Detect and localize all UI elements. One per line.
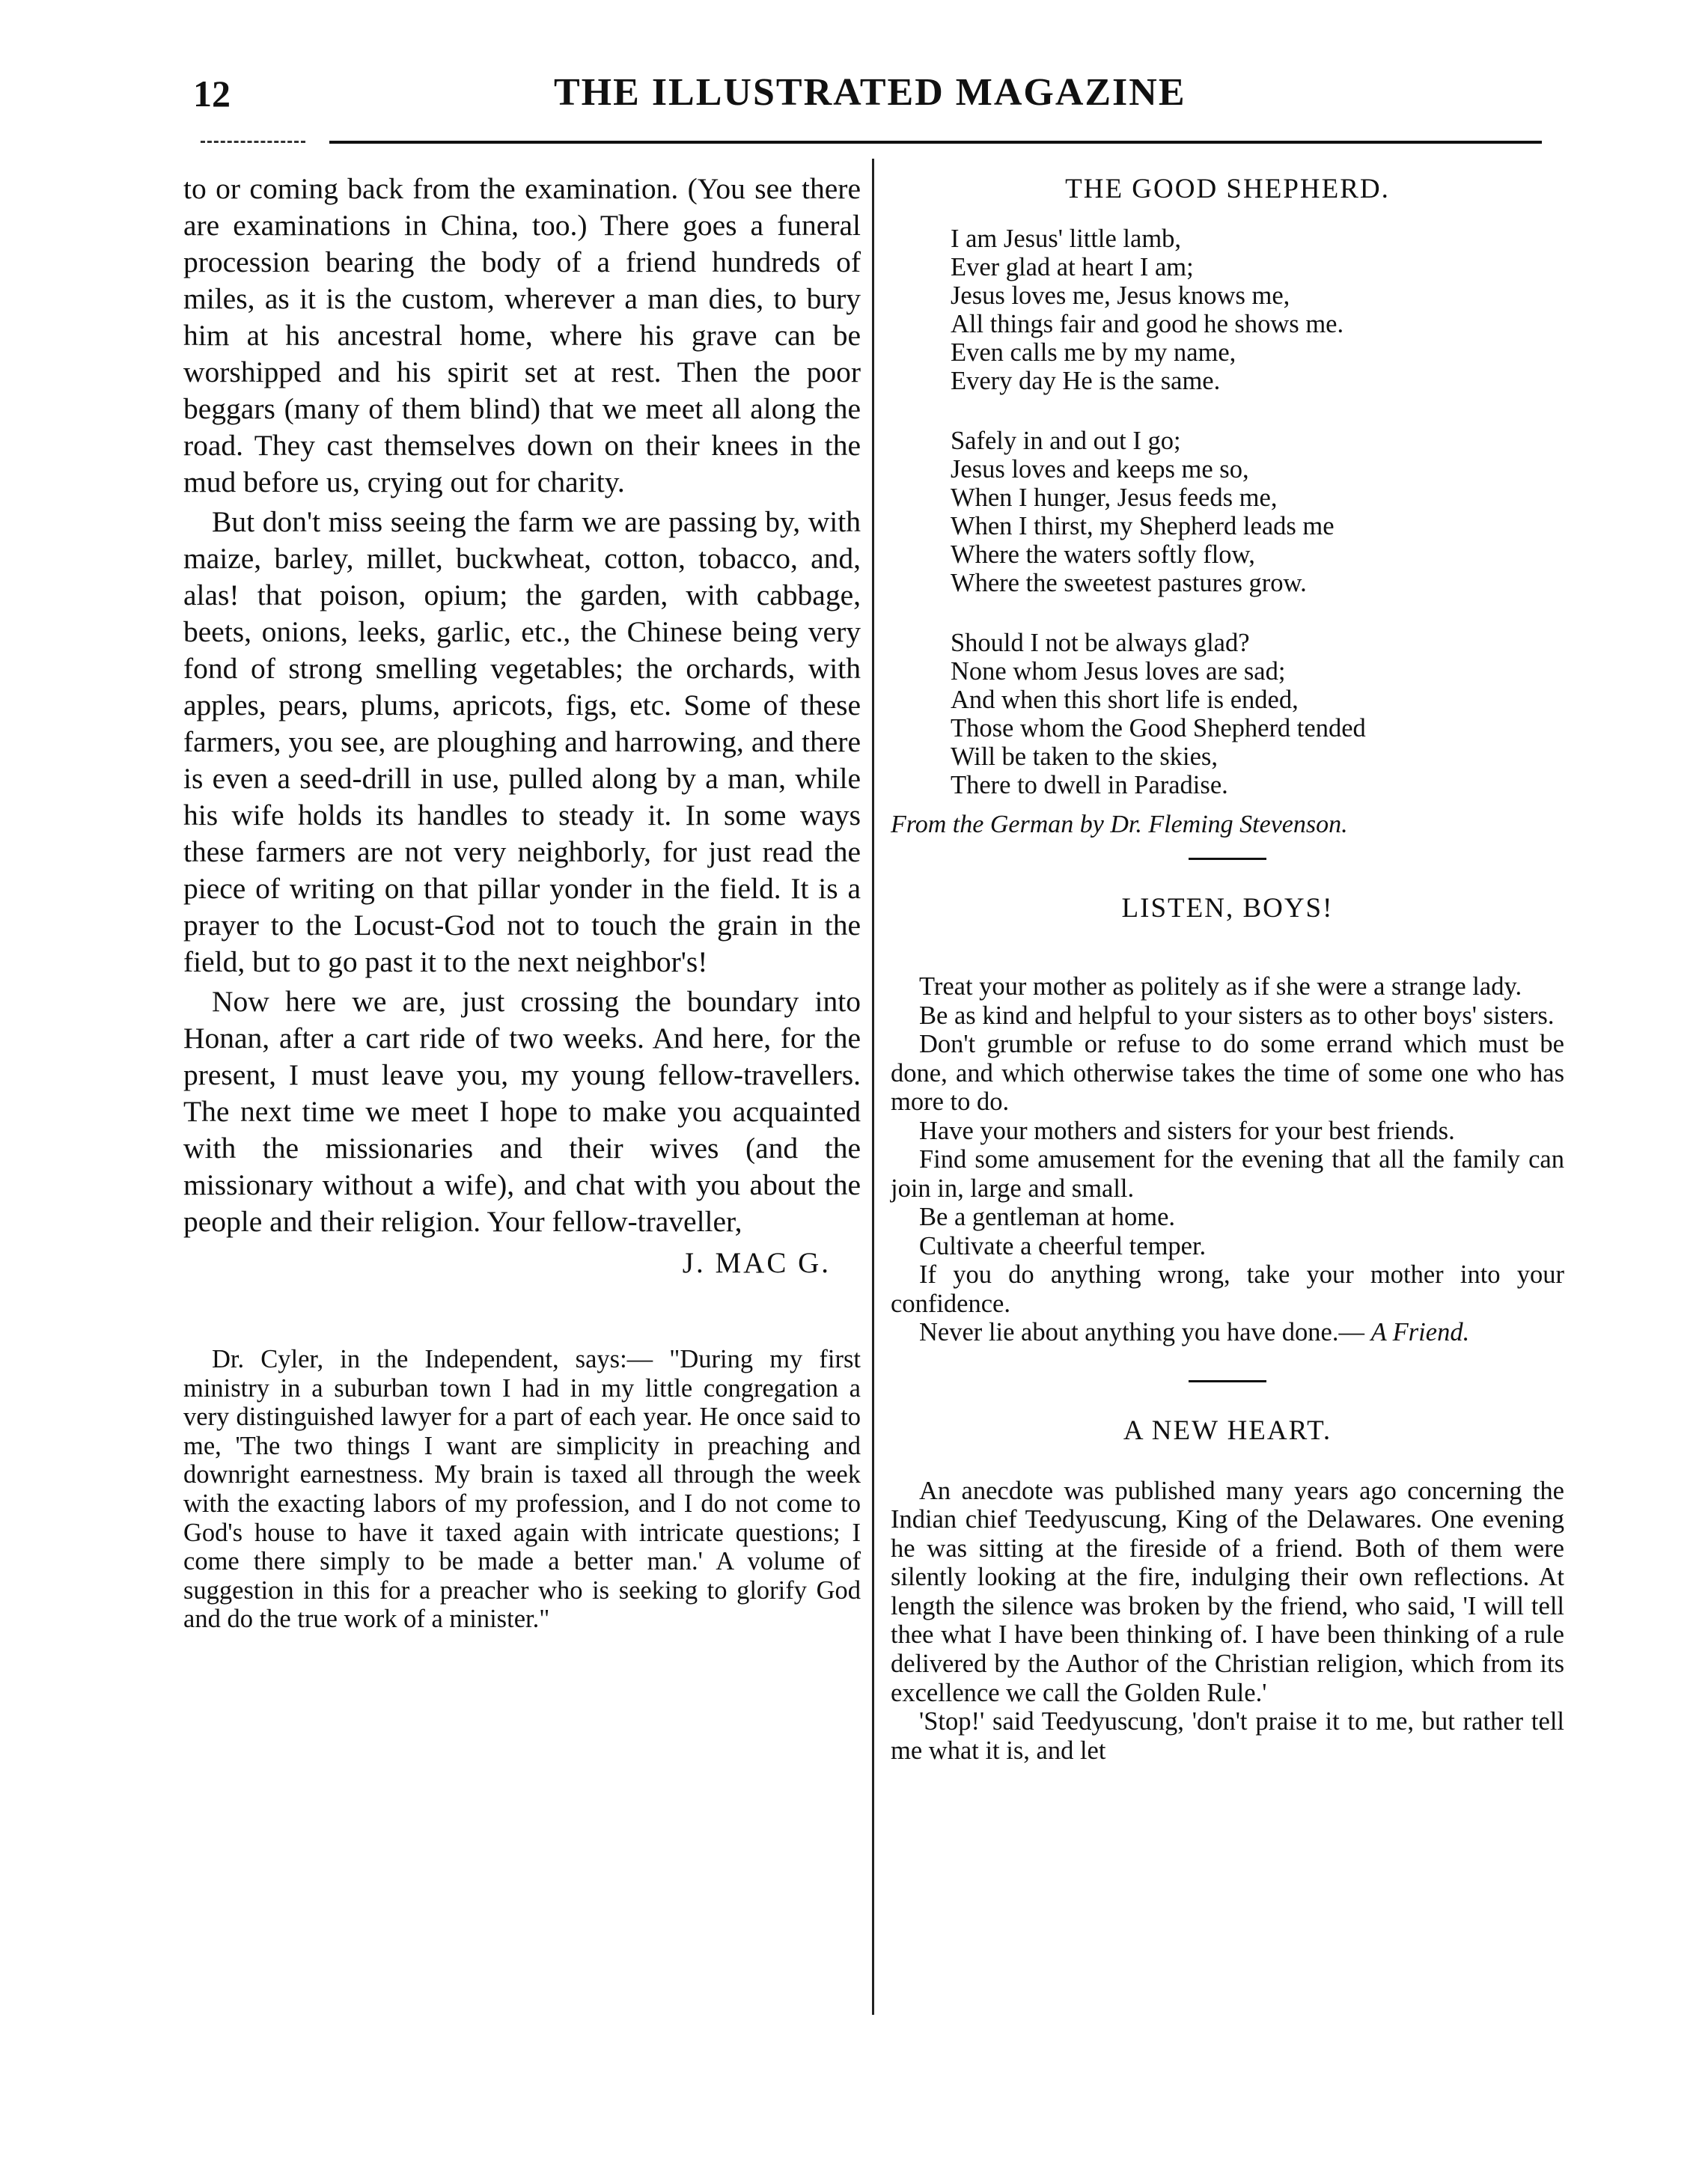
article-paragraph: to or coming back from the examination. (You see there are examinations in China, too.) There goes a funeral procession bearing the body of a friend hundreds of miles, as it is the custom, wherever a man dies, to bury him at his ancestral home, where his grave can be worshipped and his spirit set at rest. Then the poor beggars (many of them blind) that we meet all along the road. They cast themselves down on their knees in the mud before us, crying out for charity. [183, 172, 861, 498]
cyler-quote-block [183, 1345, 861, 1634]
poem-line: When I thirst, my Shepherd leads me [951, 512, 1335, 540]
advice-item: Be a gentleman at home. [919, 1203, 1176, 1231]
listen-boys-section [891, 890, 1564, 1347]
advice-item: Be as kind and helpful to your sisters as to other boys' sisters. [919, 1001, 1555, 1030]
advice-item: Don't grumble or refuse to do some errand which must be done, and which otherwise takes the time of some one who has more to do. [891, 1030, 1564, 1116]
listen-boys-title: LISTEN, BOYS! [1121, 893, 1334, 924]
poem-line: Ever glad at heart I am; [951, 253, 1194, 281]
poem-line: Should I not be always glad? [951, 629, 1250, 657]
poem-line: Where the sweetest pastures grow. [951, 569, 1307, 597]
good-shepherd-poem [891, 171, 1564, 841]
poem-line: Jesus loves and keeps me so, [951, 455, 1249, 483]
poem-line: When I hunger, Jesus feeds me, [951, 483, 1278, 512]
poem-line: Every day He is the same. [951, 367, 1221, 395]
page-number: 12 [193, 73, 231, 115]
poem-line: Where the waters softly flow, [951, 540, 1255, 569]
poem-line: None whom Jesus loves are sad; [951, 657, 1286, 686]
advice-attribution: A Friend. [1370, 1318, 1470, 1346]
travel-article [183, 171, 861, 1282]
poem-line: All things fair and good he shows me. [951, 310, 1344, 338]
cyler-quote: Dr. Cyler, in the Independent, says:— "During my first ministry in a suburban town I had in my little congregation a very distinguished lawyer for a part of each year. He once said to me, 'The two things I want are simplicity in preaching and downright earnestness. My brain is taxed all through the week with the exacting labors of my profession, and I do not come to God's house to have it taxed again with intricate questions; I come there simply to be made a better man.' A volume of suggestion in this for a preacher who is seeking to glorify God and do the true work of a minister." [183, 1345, 861, 1634]
new-heart-paragraph: 'Stop!' said Teedyuscung, 'don't praise it to me, but rather tell me what it is, and let [891, 1707, 1564, 1765]
advice-item: Cultivate a cheerful temper. [919, 1231, 1207, 1260]
header-rule [329, 141, 1542, 144]
spacer [891, 1466, 1564, 1477]
column-divider [872, 159, 874, 2015]
poem-title: THE GOOD SHEPHERD. [1065, 174, 1390, 204]
new-heart-title: A NEW HEART. [1123, 1415, 1332, 1446]
article-signature: J. MAC G. [682, 1247, 831, 1279]
poem-stanza [951, 629, 1564, 799]
advice-item: Treat your mother as politely as if she were a strange lady. [919, 972, 1522, 1001]
left-column [183, 171, 861, 1634]
poem-line: Safely in and out I go; [951, 427, 1181, 455]
poem-line: There to dwell in Paradise. [951, 771, 1228, 799]
running-head-title: THE ILLUSTRATED MAGAZINE [554, 71, 1186, 114]
advice-item [891, 1318, 1564, 1347]
poem-credit: From the German by Dr. Fleming Stevenson. [891, 811, 1348, 838]
poem-line: And when this short life is ended, [951, 686, 1299, 714]
poem-line: Those whom the Good Shepherd tended [951, 714, 1366, 742]
advice-item: Find some amusement for the evening that all the family can join in, large and small. [891, 1145, 1564, 1203]
poem-line: Will be taken to the skies, [951, 742, 1218, 771]
new-heart-paragraph: An anecdote was published many years ago concerning the Indian chief Teedyuscung, King of the Delawares. One evening he was sitting at the fireside of a friend. Both of them were silently looking at the fire, indulging their own reflections. At length the silence was broken by the friend, who said, 'I will tell thee what I have been thinking of. I have been thinking of a rule delivered by the Author of the Christian religion, which from its excellence we call the Golden Rule.' [891, 1476, 1564, 1707]
advice-item-text: Never lie about anything you have done.— [919, 1318, 1364, 1346]
poem-line: I am Jesus' little lamb, [951, 225, 1182, 253]
article-paragraph: Now here we are, just crossing the boundary into Honan, after a cart ride of two weeks. And here, for the present, I must leave you, my young fellow-travellers. The next time we meet I hope to make you acquainted with the missionaries and their wives (and the missionary without a wife), and chat with you about the people and their religion. Your fellow-traveller, [183, 985, 861, 1238]
section-divider [1189, 858, 1266, 860]
spacer [891, 944, 1564, 972]
advice-item: If you do anything wrong, take your mother into your confidence. [891, 1260, 1564, 1318]
advice-item: Have your mothers and sisters for your best friends. [919, 1116, 1455, 1145]
header-rule-short [201, 141, 305, 143]
article-paragraph: But don't miss seeing the farm we are passing by, with maize, barley, millet, buckwheat, cotton, tobacco, and, alas! that poison, opium; the garden, with cabbage, beets, onions, leeks, garlic, etc., the Chinese being very fond of strong smelling vegetables; the orchards, with apples, pears, plums, apricots, figs, etc. Some of these farmers, you see, are ploughing and harrowing, and there is even a seed-drill in use, pulled along by a man, while his wife holds its handles to steady it. In some ways these farmers are not very neighborly, for just read the piece of writing on that pillar yonder in the field. It is a prayer to the Locust-God not to touch the grain in the field, but to go past it to the next neighbor's! [183, 505, 861, 978]
poem-stanza [951, 225, 1564, 395]
poem-line: Jesus loves me, Jesus knows me, [951, 281, 1290, 310]
new-heart-section [891, 1412, 1564, 1766]
poem-body [951, 225, 1564, 799]
poem-line: Even calls me by my name, [951, 338, 1236, 367]
right-column [891, 171, 1564, 1765]
section-divider [1189, 1380, 1266, 1382]
poem-stanza [951, 427, 1564, 597]
